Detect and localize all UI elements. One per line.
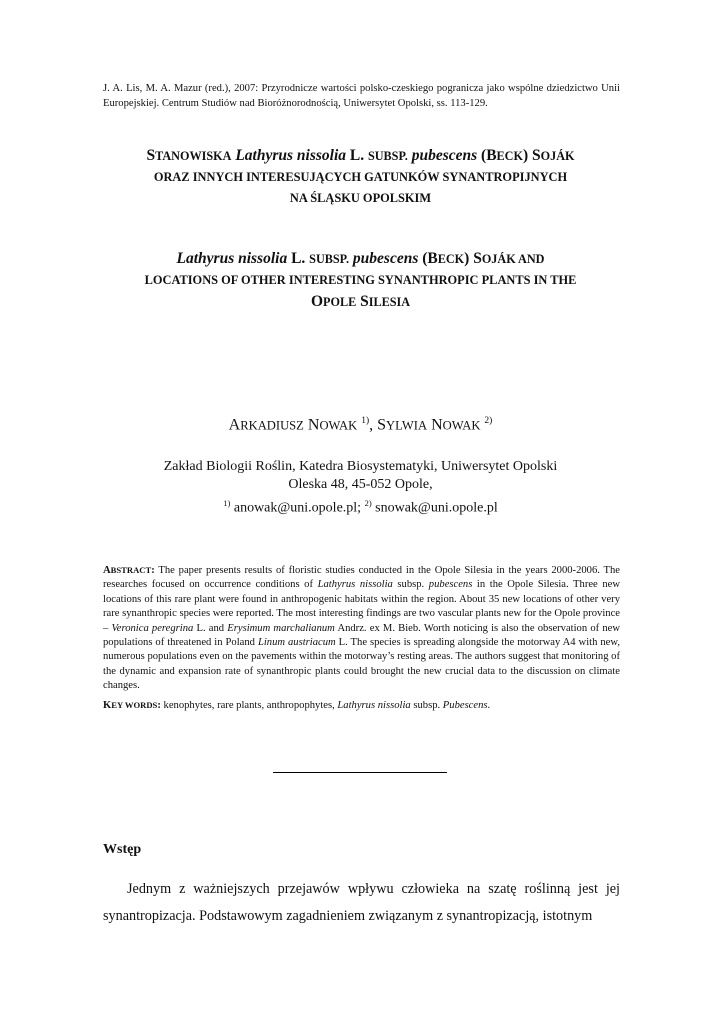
abstract <box>103 563 620 694</box>
email-1-mark: 1) <box>223 498 231 508</box>
title-english <box>90 248 631 313</box>
title-text: SUBSP. <box>367 149 408 163</box>
abstract-text: L. and <box>193 622 228 634</box>
title-text: ECK <box>437 252 465 266</box>
keywords-label-text: : <box>157 700 161 711</box>
author-1: OWAK <box>319 418 358 433</box>
abstract-taxon: Linum austriacum <box>257 637 336 649</box>
author-2: N <box>427 416 443 434</box>
keywords-taxon: Pubescens <box>442 700 488 711</box>
title-text: ) S <box>464 250 482 267</box>
author-1-affiliation-mark: 1) <box>361 416 370 426</box>
citation <box>103 81 620 111</box>
author-2: OWAK <box>442 418 481 433</box>
abstract-taxon: Erysimum marchalianum <box>227 622 335 634</box>
abstract-text: The paper presents results of floristic studies conducted in the Opole Silesia in the years 2000-2006. The researches focused on occurrence conditions of <box>103 565 620 591</box>
author-separator: , <box>369 416 378 434</box>
title-text: O <box>310 293 324 310</box>
affiliation-line-2: Oleska 48, 45-052 Opole, <box>288 477 433 492</box>
title-english-line-1 <box>90 248 631 270</box>
author-1: A <box>228 416 241 434</box>
keywords-text: subsp. <box>410 700 443 711</box>
title-english-line-3 <box>90 291 631 313</box>
title-subspecies: pubescens <box>352 250 419 267</box>
body-paragraph <box>103 876 620 930</box>
title-text: ILESIA <box>368 295 411 309</box>
title-text: ECK <box>496 149 523 163</box>
abstract-text: subsp. <box>392 579 429 591</box>
abstract-text: Andrz. ex M. Bieb. Worth noticing is also the observation of new populations of threatened in Poland <box>103 622 620 649</box>
abstract-taxon: Lathyrus nissolia <box>317 579 393 591</box>
title-english-line-2: LOCATIONS OF OTHER INTERESTING SYNANTHROPIC PLANTS IN THE <box>144 273 577 287</box>
title-text: ) S <box>522 147 541 164</box>
affiliation <box>0 458 721 518</box>
title-text: SUBSP. <box>309 252 350 266</box>
keywords-text: kenophytes, rare plants, anthropophytes, <box>160 700 338 711</box>
email-1[interactable]: anowak@uni.opole.pl; <box>233 500 365 516</box>
abstract-taxon: Veronica peregrina <box>111 622 194 634</box>
affiliation-emails <box>0 494 721 518</box>
title-text: LĄSKU <box>317 191 360 205</box>
citation-line-2: dziedzictwo Unii Europejskiej. Centrum Studiów nad Bioróżnorodnością, Uniwersytet Opolski, ss. 113-129. <box>103 83 620 109</box>
email-2[interactable]: snowak@uni.opole.pl <box>375 500 498 516</box>
title-text: TANOWISKA <box>155 149 232 163</box>
title-text: L. <box>346 147 368 164</box>
abstract-label-text: A <box>103 565 111 576</box>
title-text: POLE <box>323 295 357 309</box>
title-text: NA Ś <box>289 191 318 205</box>
title-text: S <box>356 293 369 310</box>
abstract-label <box>103 565 155 576</box>
abstract-label-text: : <box>151 565 155 576</box>
title-text: OJÁK <box>540 149 575 163</box>
section-heading: Wstęp <box>103 842 142 857</box>
abstract-text: in the Opole Silesia. Three new locations of this rare plant were found in anthropogenic habitats within the region. About 35 new locations of other very rare synanthropic species were reported. The most interesting findings are two vascular plants new for the Opole province – <box>103 579 620 634</box>
author-1: RKADIUSZ <box>240 418 304 433</box>
abstract-taxon: pubescens <box>428 579 473 591</box>
title-text: (B <box>418 250 438 267</box>
author-2: YLWIA <box>386 418 428 433</box>
title-text: POLSKIM <box>372 191 432 205</box>
authors <box>0 416 721 434</box>
title-polish-line-1 <box>90 145 631 167</box>
title-taxon: Lathyrus nissolia <box>176 250 288 267</box>
body-text: Jednym z ważniejszych przejawów wpływu człowieka na szatę roślinną jest jej synantropizacja. Podstawowym zagadnieniem związanym z synantropizacją, istotnym <box>103 881 620 924</box>
title-text: OJÁK AND <box>481 252 545 266</box>
citation-line-1: J. A. Lis, M. A. Mazur (red.), 2007: Przyrodnicze wartości polsko-czeskiego pogranicza jako wspólne <box>103 83 544 94</box>
title-taxon: Lathyrus nissolia <box>235 147 346 164</box>
abstract-label-text: BSTRACT <box>110 565 152 575</box>
keywords-label-text: K <box>103 700 112 711</box>
title-polish <box>90 145 631 209</box>
keywords-taxon: Lathyrus nissolia <box>337 700 411 711</box>
affiliation-line-1: Zakład Biologii Roślin, Katedra Biosystematyki, Uniwersytet Opolski <box>163 459 558 474</box>
separator-rule <box>273 772 447 773</box>
author-2-affiliation-mark: 2) <box>484 416 493 426</box>
keywords-label <box>103 700 161 711</box>
keywords <box>103 698 620 713</box>
email-2-mark: 2) <box>364 498 372 508</box>
abstract-text: L. The species is spreading alongside the motorway A4 with new, numerous populations even on the pavements within the motorway’s resting areas. The authors suggest that monitoring of the dynamic and expansion rate of synanthropic plants could brought the new crucial data to the discussion on climate changes. <box>103 637 620 692</box>
title-text: L. <box>287 250 310 267</box>
title-polish-line-2: ORAZ INNYCH INTERESUJĄCYCH GATUNKÓW SYNANTROPIJNYCH <box>153 170 568 184</box>
title-text: S <box>146 147 156 164</box>
keywords-label-text: EY WORDS <box>111 700 158 710</box>
title-polish-line-3 <box>90 188 631 209</box>
keywords-text: . <box>487 700 491 711</box>
author-1: N <box>303 416 320 434</box>
author-2: S <box>377 416 387 434</box>
title-text: O <box>359 191 373 205</box>
title-text: (B <box>477 147 497 164</box>
title-subspecies: pubescens <box>411 147 478 164</box>
